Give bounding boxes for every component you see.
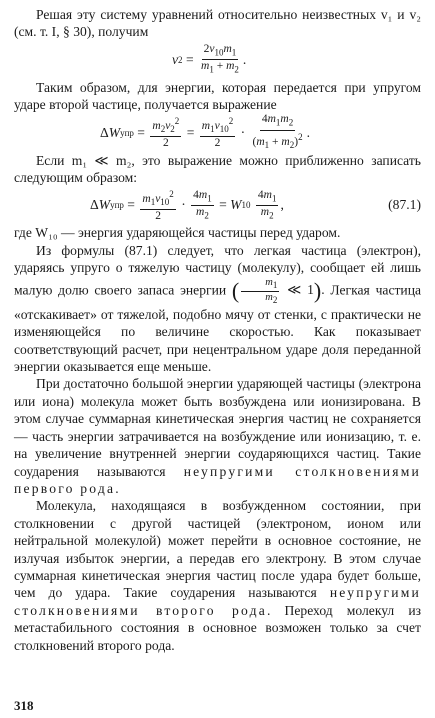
- paragraph-4: где W₁₀ — энергия ударяющейся частицы перед ударом.: [14, 225, 341, 241]
- paragraph-1: Решая эту систему уравнений относительно неизвестных v₁ и v₂ (см. т. I, § 30), получим: [14, 7, 421, 40]
- page-number: 318: [14, 698, 34, 713]
- equation-delta-w: Δ W упр = $\frac{m_2v_2^2}{2}$ = $\frac{m_1v_{10}^2}{2}$ · $\frac{4m_1m_2}{(m_1 + m_2)^2}$ .: [100, 113, 310, 150]
- equation-v2: v 2 = $\frac{2v_{10}m_1}{m_1 + m_2}$ .: [172, 43, 247, 75]
- paragraph-7: Молекула, находящаяся в возбужденном состоянии, при столкновении с другой частицей (электроном, ионом или нейтральной молекулой) может перейти в основное состояние, не излучая избыток энергии, а передав его электрону. В этом случае суммарная кинетическая энергия частиц после удара будет больше, чем до удара. Такие соударения называются неупругими столкновениями второго рода. Переход молекул из метастабильного состояния в основное возможен только за счет столкновений второго рода.: [14, 498, 422, 653]
- paragraph-6: При достаточно большой энергии ударяющей частицы (электрона или иона) молекула может быть возбуждена или ионизирована. В этом случае суммарная кинетическая энергия частиц не сохраняется — часть энергии затрачивается на возбуждение или ионизацию, т. е. на увеличение внутренней энергии соударяющихся частиц. Такие соударения называются неупругими столкновениями первого рода.: [14, 376, 421, 496]
- inequality: ( $\frac{m_1}{m_2}$ ≪ 1).: [231, 276, 325, 305]
- paragraph-3: Если m₁ ≪ m₂, это выражение можно приближенно записать следующим образом:: [14, 152, 421, 186]
- paragraph-5: Из формулы (87.1) следует, что легкая частица (электрон), ударяясь упруго о тяжелую частицу (молекулу), сообщает ей лишь малую долю своего запаса энергии ( $\frac{m_1}{m_2}$ ≪ 1). Легкая частица «отскакивает» от тяжелой, подобно мячу от стенки, с практически не изменяющейся по величине скоростью. Как показывает соответствующий расчет, при нецентральном ударе доля переданной энергии оказывается еще меньше.: [14, 242, 421, 375]
- equation-number: (87.1): [388, 197, 421, 213]
- equation-87-1: Δ W упр = $\frac{m_1v_{10}^2}{2}$ · $\frac{4m_1}{m_2}$ = W 10 $\frac{4m_1}{m_2}$ , (87.1): [90, 188, 421, 222]
- paragraph-2: Таким образом, для энергии, которая передается при упругом ударе второй частице, получается выражение: [14, 79, 421, 113]
- term-first-kind: неупругими столкновениями первого рода: [14, 463, 421, 496]
- term-second-kind: неупругими столкновениями второго рода: [14, 585, 422, 618]
